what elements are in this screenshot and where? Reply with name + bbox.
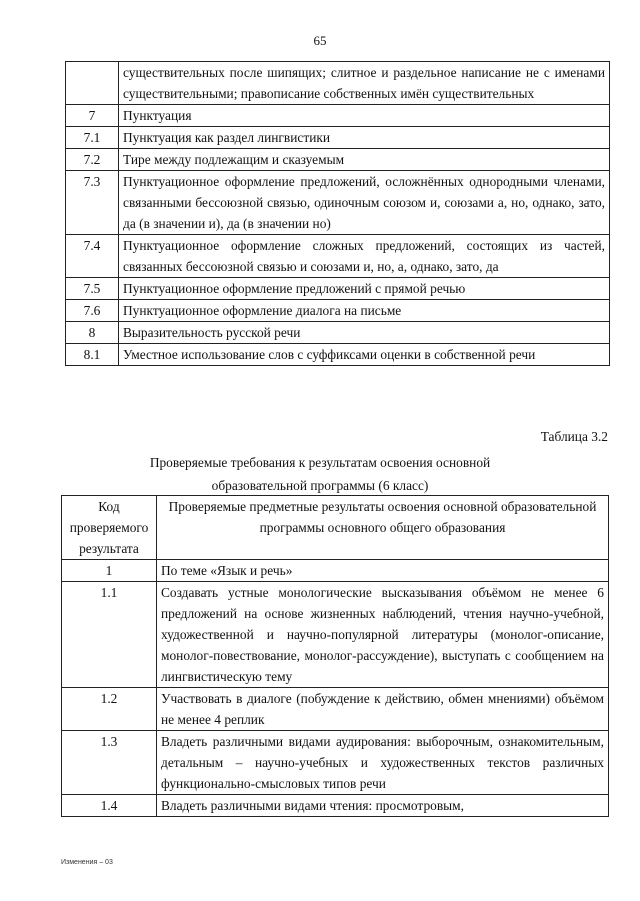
table-caption-line-1: Проверяемые требования к результатам освоения основной xyxy=(149,455,491,470)
result-text-cell: Владеть различными видами чтения: просмотровым, xyxy=(157,795,609,817)
row-text-cell: Пунктуационное оформление предложений, осложнённых однородными членами, связанными бессоюзной связью, одиночным союзом и, союзами а, но, однако, зато, да (в значении и), да (в значении но) xyxy=(119,171,610,235)
table-row xyxy=(66,322,610,344)
row-text-cell: Выразительность русской речи xyxy=(119,322,610,344)
row-number-cell: 7.2 xyxy=(66,149,119,171)
row-text-cell: Пунктуационное оформление диалога на письме xyxy=(119,300,610,322)
table-row xyxy=(62,560,609,582)
requirements-table-header xyxy=(62,496,609,560)
result-code-cell: 1.1 xyxy=(62,582,157,688)
row-number-cell: 8 xyxy=(66,322,119,344)
requirements-table xyxy=(61,495,609,817)
result-text-cell: Создавать устные монологические высказывания объёмом не менее 6 предложений на основе жизненных наблюдений, чтения научно-учебной, художественной и научно-популярной литературы (монолог-описание, монолог-повествование, монолог-рассуждение), выступать с сообщением на лингвистическую тему xyxy=(157,582,609,688)
table-row xyxy=(66,149,610,171)
table-row xyxy=(66,278,610,300)
row-text-cell: Пунктуация xyxy=(119,105,610,127)
footer-revision-note: Изменения – 03 xyxy=(61,859,113,866)
table-row xyxy=(62,795,609,817)
result-code-cell: 1.3 xyxy=(62,731,157,795)
table-row xyxy=(66,235,610,278)
page-number: 65 xyxy=(313,33,327,48)
row-number-cell: 7.4 xyxy=(66,235,119,278)
row-text-cell: Пунктуационное оформление сложных предложений, состоящих из частей, связанных бессоюзной связью и союзами и, но, а, однако, зато, да xyxy=(119,235,610,278)
table-row xyxy=(66,171,610,235)
row-text-cell: Пунктуационное оформление предложений с прямой речью xyxy=(119,278,610,300)
table-row xyxy=(62,582,609,688)
result-text-cell: Владеть различными видами аудирования: выборочным, ознакомительным, детальным – научно-учебных и художественных текстов различных функционально-смысловых типов речи xyxy=(157,731,609,795)
result-code-cell: 1 xyxy=(62,560,157,582)
table-row xyxy=(62,731,609,795)
row-text-cell: Тире между подлежащим и сказуемым xyxy=(119,149,610,171)
row-number-cell: 7.3 xyxy=(66,171,119,235)
row-number-cell: 7.1 xyxy=(66,127,119,149)
row-text-cell: существительных после шипящих; слитное и раздельное написание не с именами существительными; правописание собственных имён существительных xyxy=(119,62,610,105)
table-row xyxy=(62,688,609,731)
table-row xyxy=(66,300,610,322)
table-row xyxy=(66,344,610,366)
row-number-cell: 7.5 xyxy=(66,278,119,300)
result-code-cell: 1.2 xyxy=(62,688,157,731)
table-caption-title xyxy=(0,451,640,497)
result-code-cell: 1.4 xyxy=(62,795,157,817)
row-text-cell: Уместное использование слов с суффиксами оценки в собственной речи xyxy=(119,344,610,366)
row-text-cell: Пунктуация как раздел лингвистики xyxy=(119,127,610,149)
row-number-cell xyxy=(66,62,119,105)
table-caption-line-2: образовательной программы (6 класс) xyxy=(211,478,429,493)
row-number-cell: 7.6 xyxy=(66,300,119,322)
result-text-cell: По теме «Язык и речь» xyxy=(157,560,609,582)
row-number-cell: 8.1 xyxy=(66,344,119,366)
header-results-cell: Проверяемые предметные результаты освоения основной образовательной программы основного общего образования xyxy=(157,496,609,560)
table-row xyxy=(66,62,610,105)
row-number-cell: 7 xyxy=(66,105,119,127)
result-text-cell: Участвовать в диалоге (побуждение к действию, обмен мнениями) объёмом не менее 4 реплик xyxy=(157,688,609,731)
header-code-cell: Код проверяемого результата xyxy=(62,496,157,560)
table-row xyxy=(66,105,610,127)
topics-table xyxy=(65,61,610,366)
table-row xyxy=(66,127,610,149)
table-caption-number: Таблица 3.2 xyxy=(540,429,608,444)
